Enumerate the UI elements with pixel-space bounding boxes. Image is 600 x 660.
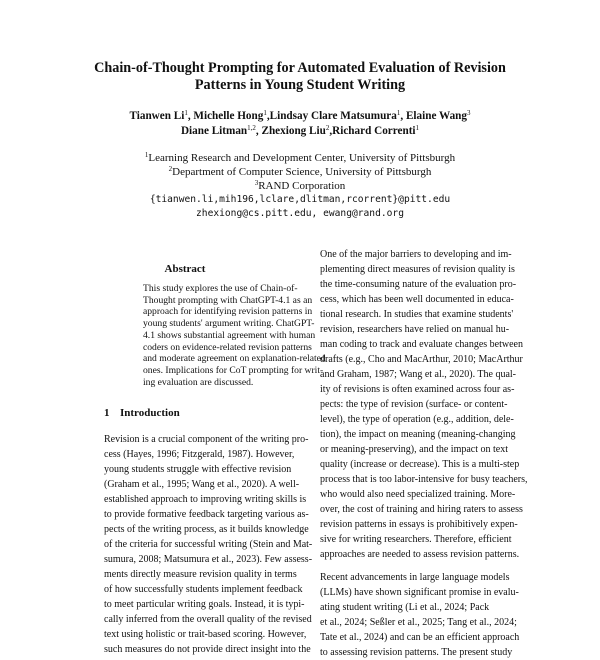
affiliation-text: Department of Computer Science, University of Pittsburgh bbox=[172, 166, 432, 178]
body-line: or meaning-preserving), and the impact on text bbox=[320, 444, 508, 455]
body-line: to assessing revision patterns. The present study bbox=[320, 647, 513, 658]
body-line: to meet particular writing goals. Instead, it is typi- bbox=[104, 599, 305, 610]
abstract-line: Thought prompting with ChatGPT-4.1 as an bbox=[143, 294, 313, 306]
body-line: tional research. In studies that examine students' bbox=[320, 309, 514, 320]
body-line: level), the type of operation (e.g., addition, dele- bbox=[320, 414, 514, 425]
body-line: (LLMs) have shown significant promise in evalu- bbox=[320, 587, 519, 598]
body-line: drafts (e.g., Cho and MacArthur, 2010; MacArthur bbox=[320, 354, 523, 365]
affiliation-text: Learning Research and Development Center, University of Pittsburgh bbox=[148, 152, 456, 164]
body-line: of how successfully students implement feedback bbox=[104, 584, 303, 595]
affiliation-2 bbox=[60, 165, 540, 179]
body-line: sive for writing researchers. Therefore, efficient bbox=[320, 534, 512, 545]
body-line: Recent advancements in large language models bbox=[320, 572, 510, 583]
abstract-line: ones. Implications for CoT prompting for writ- bbox=[143, 364, 324, 376]
author-affil-mark: 1,2 bbox=[247, 124, 256, 132]
body-line: ating student writing (Li et al., 2024; Pack bbox=[320, 602, 490, 613]
author-affil-mark: 1 bbox=[263, 109, 267, 117]
body-line: pects: the type of revision (surface- or content- bbox=[320, 399, 508, 410]
body-line: cally inferred from the overall quality of the revised bbox=[104, 614, 312, 625]
body-line: established approach to improving writing skills is bbox=[104, 494, 307, 505]
author-name: Tianwen Li bbox=[129, 110, 185, 122]
body-line: such measures do not provide direct insight into the bbox=[104, 644, 311, 655]
affiliation-3 bbox=[60, 179, 540, 193]
body-line: revision patterns in essays is prohibitively expen- bbox=[320, 519, 518, 530]
body-line: quality (increase or decrease). This is a multi-step bbox=[320, 459, 520, 470]
body-line: et al., 2024; Seßler et al., 2025; Tang et al., 2024; bbox=[320, 617, 517, 628]
body-line: Tate et al., 2024) and can be an efficient approach bbox=[320, 632, 520, 643]
title-line-1: Chain-of-Thought Prompting for Automated Evaluation of Revision bbox=[94, 60, 506, 76]
body-line: tion), the impact on meaning (meaning-changing bbox=[320, 429, 516, 440]
body-line: who would also need specialized training. More- bbox=[320, 489, 516, 500]
abstract-line: coders on evidence-related revision patterns bbox=[143, 341, 312, 353]
body-line: (Graham et al., 1995; Wang et al., 2020). A well- bbox=[104, 479, 300, 490]
email-line-1: {tianwen.li,mih196,lclare,dlitman,rcorrent}@pitt.edu bbox=[149, 194, 451, 205]
author-name: Lindsay Clare Matsumura bbox=[269, 110, 397, 122]
author-name: Richard Correnti bbox=[332, 125, 416, 137]
abstract-line: 4.1 shows substantial agreement with human bbox=[143, 329, 316, 341]
author-line-1 bbox=[60, 109, 540, 124]
body-line: One of the major barriers to developing and im- bbox=[320, 249, 512, 260]
author-name: Diane Litman bbox=[180, 125, 248, 137]
body-line: man coding to track and evaluate changes between bbox=[320, 339, 523, 350]
paragraph-llm-advancements bbox=[320, 570, 520, 660]
body-line: over, the cost of training and hiring raters to assess bbox=[320, 504, 523, 515]
body-line: sumura, 2008; Matsumura et al., 2023). Few assess- bbox=[104, 554, 313, 565]
author-name: Michelle Hong bbox=[193, 110, 264, 122]
email-line-2: zhexiong@cs.pitt.edu, ewang@rand.org bbox=[196, 208, 404, 219]
author-name: Zhexiong Liu bbox=[261, 125, 326, 137]
section-title: Introduction bbox=[120, 407, 180, 419]
body-line: process that is too labor-intensive for busy teachers, bbox=[320, 474, 528, 485]
author-separator: , bbox=[329, 125, 333, 137]
author-separator: , bbox=[266, 110, 270, 122]
affiliation-mark: 1 bbox=[144, 151, 149, 159]
affiliation-mark: 3 bbox=[254, 179, 259, 187]
author-line-2 bbox=[60, 124, 540, 139]
section-heading-introduction bbox=[104, 407, 180, 420]
author-list bbox=[60, 109, 540, 139]
affiliation-mark: 2 bbox=[168, 165, 173, 173]
author-separator: , bbox=[187, 110, 194, 122]
body-line: ity of revisions is often examined across four as- bbox=[320, 384, 515, 395]
abstract-line: young students' argument writing. ChatGPT- bbox=[143, 318, 315, 330]
author-affil-mark: 3 bbox=[467, 109, 471, 117]
body-line: Revision is a crucial component of the writing pro- bbox=[104, 434, 309, 445]
body-line: of the criteria for successful writing (Stein and Mat- bbox=[104, 539, 313, 550]
author-affil-mark: 1 bbox=[415, 124, 420, 132]
affiliations bbox=[60, 151, 540, 221]
body-line: text using holistic or trait-based scoring. However, bbox=[104, 629, 307, 640]
body-line: approaches are needed to assess revision patterns. bbox=[320, 549, 520, 560]
abstract-heading: Abstract bbox=[164, 263, 206, 275]
body-line: plementing direct measures of revision quality is bbox=[320, 264, 515, 275]
author-separator: , bbox=[255, 125, 262, 137]
body-line: and Graham, 1987; Wang et al., 2020). The qual- bbox=[320, 369, 516, 380]
abstract-line: and moderate agreement on explanation-related bbox=[143, 353, 326, 365]
abstract-line: This study explores the use of Chain-of- bbox=[143, 283, 298, 294]
body-line: the time-consuming nature of the evaluation pro- bbox=[320, 279, 517, 290]
body-line: pects of the writing process, as it builds knowledge bbox=[104, 524, 309, 535]
right-column-text bbox=[320, 247, 528, 660]
body-line: to provide formative feedback targeting various as- bbox=[104, 509, 309, 520]
abstract-line: approach for identifying revision patterns in bbox=[143, 306, 313, 318]
body-line: ments directly measure revision quality in terms bbox=[104, 569, 297, 580]
paragraph-barriers bbox=[320, 247, 528, 562]
body-line: young students struggle with effective revision bbox=[104, 464, 292, 475]
section-number: 1 bbox=[104, 407, 110, 419]
abstract-line: ing evaluation are discussed. bbox=[143, 376, 254, 388]
author-affil-mark: 1 bbox=[396, 109, 401, 117]
author-affil-mark: 2 bbox=[325, 124, 330, 132]
body-line: revision, researchers have relied on manual hu- bbox=[320, 324, 510, 335]
author-affil-mark: 1 bbox=[184, 109, 188, 117]
abstract-text bbox=[143, 283, 326, 388]
affiliation-1 bbox=[60, 151, 540, 165]
title-line-2: Patterns in Young Student Writing bbox=[194, 77, 406, 93]
body-line: cess, which has been well documented in educa- bbox=[320, 294, 514, 305]
author-name: Elaine Wang bbox=[405, 110, 467, 122]
introduction-text bbox=[104, 432, 313, 657]
body-line: cess (Hayes, 1996; Fitzgerald, 1987). However, bbox=[104, 449, 295, 460]
paper-title bbox=[60, 60, 540, 94]
author-separator: , bbox=[400, 110, 406, 122]
affiliation-text: RAND Corporation bbox=[258, 180, 346, 192]
